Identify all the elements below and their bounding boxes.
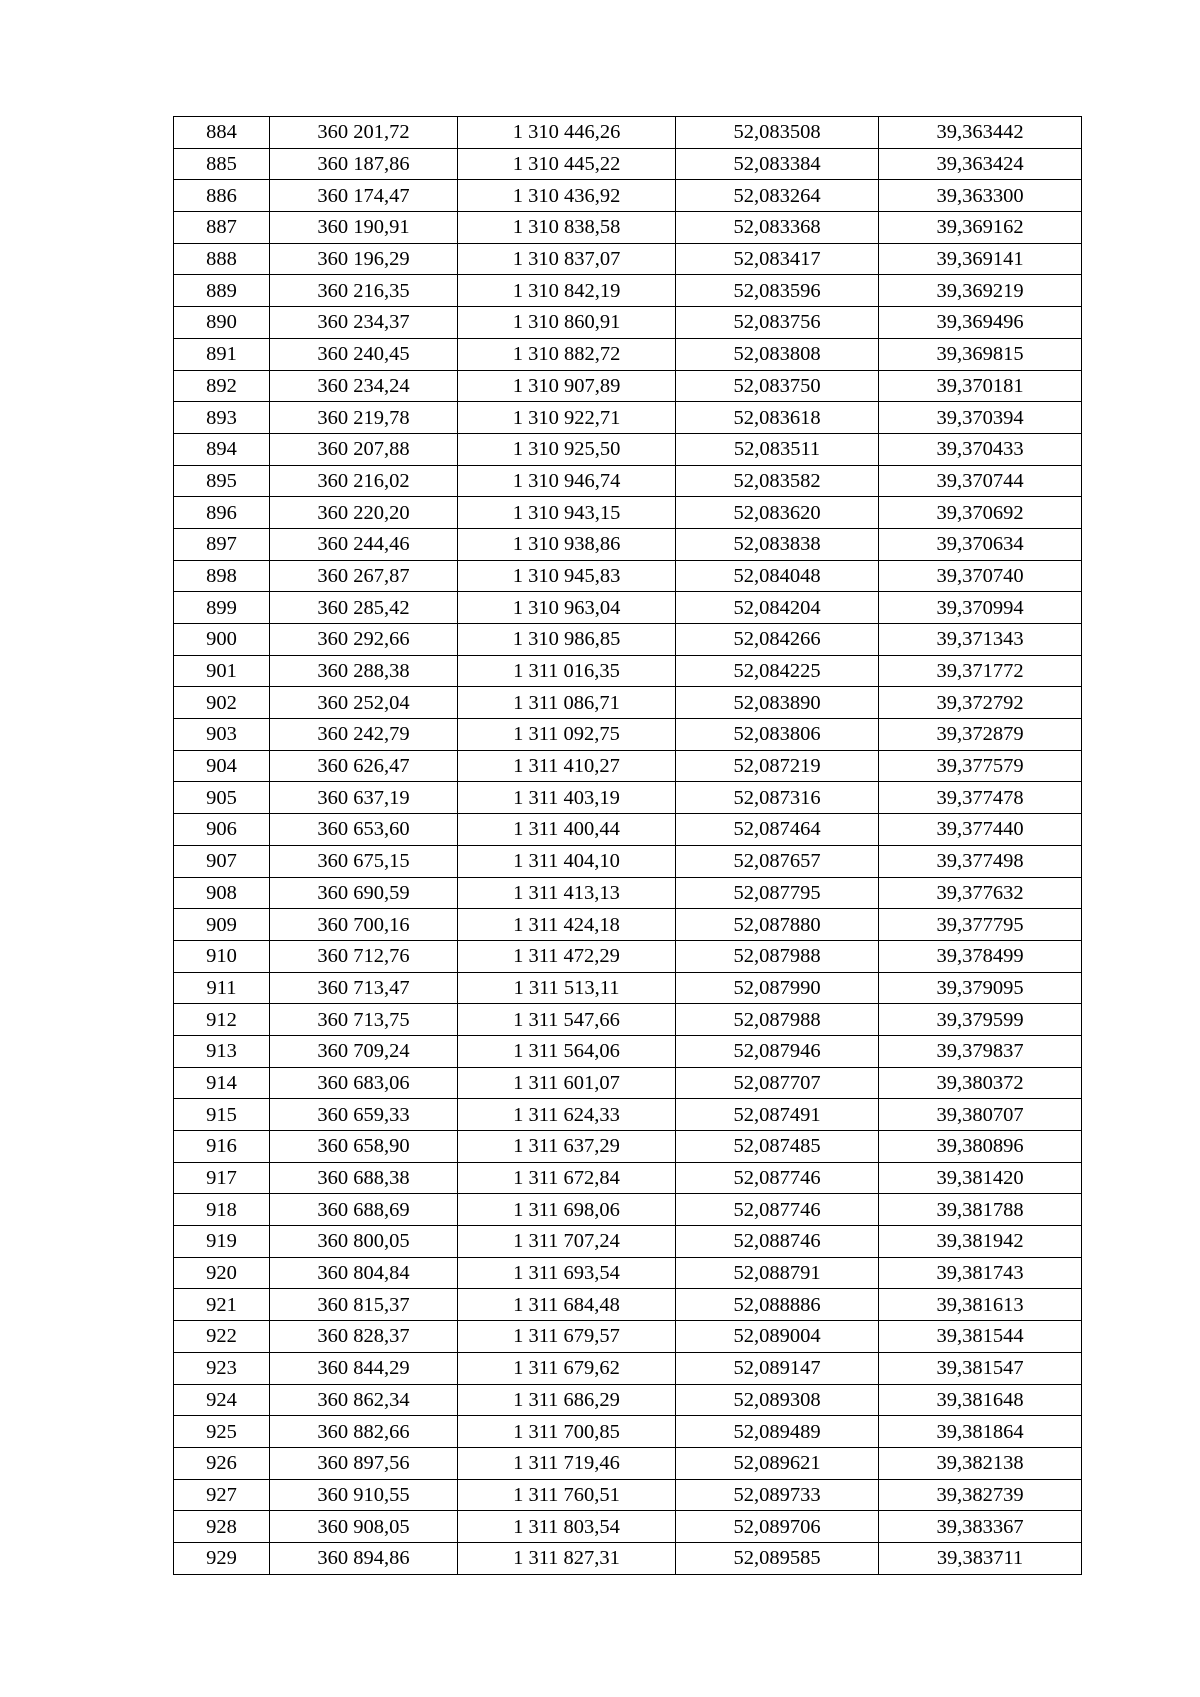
table-row [174,497,1082,529]
table-row [174,275,1082,307]
y-coordinate-cell: 1 311 672,84 [458,1162,676,1194]
longitude-cell: 39,377795 [879,909,1082,941]
longitude-cell: 39,372792 [879,687,1082,719]
point-number-cell: 889 [174,275,270,307]
y-coordinate-cell: 1 311 086,71 [458,687,676,719]
y-coordinate-cell: 1 311 827,31 [458,1542,676,1574]
x-coordinate-cell: 360 828,37 [270,1321,458,1353]
table-row [174,465,1082,497]
x-coordinate-cell: 360 658,90 [270,1131,458,1163]
latitude-cell: 52,087946 [676,1035,879,1067]
point-number-cell: 929 [174,1542,270,1574]
point-number-cell: 899 [174,592,270,624]
y-coordinate-cell: 1 310 945,83 [458,560,676,592]
latitude-cell: 52,083511 [676,433,879,465]
x-coordinate-cell: 360 910,55 [270,1479,458,1511]
longitude-cell: 39,381788 [879,1194,1082,1226]
point-number-cell: 897 [174,528,270,560]
point-number-cell: 904 [174,750,270,782]
y-coordinate-cell: 1 310 986,85 [458,624,676,656]
longitude-cell: 39,377632 [879,877,1082,909]
x-coordinate-cell: 360 713,75 [270,1004,458,1036]
x-coordinate-cell: 360 244,46 [270,528,458,560]
y-coordinate-cell: 1 311 092,75 [458,719,676,751]
y-coordinate-cell: 1 310 842,19 [458,275,676,307]
table-row [174,212,1082,244]
table-row [174,1321,1082,1353]
table-row [174,370,1082,402]
latitude-cell: 52,087988 [676,1004,879,1036]
longitude-cell: 39,363424 [879,148,1082,180]
longitude-cell: 39,379599 [879,1004,1082,1036]
x-coordinate-cell: 360 690,59 [270,877,458,909]
point-number-cell: 906 [174,814,270,846]
point-number-cell: 903 [174,719,270,751]
x-coordinate-cell: 360 844,29 [270,1352,458,1384]
table-row [174,592,1082,624]
y-coordinate-cell: 1 311 700,85 [458,1416,676,1448]
latitude-cell: 52,083620 [676,497,879,529]
y-coordinate-cell: 1 311 693,54 [458,1257,676,1289]
latitude-cell: 52,087464 [676,814,879,846]
x-coordinate-cell: 360 252,04 [270,687,458,719]
y-coordinate-cell: 1 311 760,51 [458,1479,676,1511]
y-coordinate-cell: 1 311 679,62 [458,1352,676,1384]
table-row [174,1511,1082,1543]
latitude-cell: 52,087707 [676,1067,879,1099]
point-number-cell: 908 [174,877,270,909]
table-row [174,1131,1082,1163]
table-row [174,1352,1082,1384]
table-row [174,1035,1082,1067]
y-coordinate-cell: 1 311 547,66 [458,1004,676,1036]
point-number-cell: 909 [174,909,270,941]
longitude-cell: 39,369162 [879,212,1082,244]
y-coordinate-cell: 1 311 601,07 [458,1067,676,1099]
point-number-cell: 927 [174,1479,270,1511]
point-number-cell: 917 [174,1162,270,1194]
x-coordinate-cell: 360 908,05 [270,1511,458,1543]
table-row [174,307,1082,339]
point-number-cell: 901 [174,655,270,687]
point-number-cell: 885 [174,148,270,180]
y-coordinate-cell: 1 310 963,04 [458,592,676,624]
table-row [174,1099,1082,1131]
y-coordinate-cell: 1 311 016,35 [458,655,676,687]
table-row [174,972,1082,1004]
x-coordinate-cell: 360 292,66 [270,624,458,656]
longitude-cell: 39,381648 [879,1384,1082,1416]
longitude-cell: 39,370692 [879,497,1082,529]
y-coordinate-cell: 1 310 907,89 [458,370,676,402]
point-number-cell: 888 [174,243,270,275]
point-number-cell: 890 [174,307,270,339]
latitude-cell: 52,089733 [676,1479,879,1511]
point-number-cell: 920 [174,1257,270,1289]
point-number-cell: 895 [174,465,270,497]
point-number-cell: 896 [174,497,270,529]
longitude-cell: 39,379095 [879,972,1082,1004]
point-number-cell: 892 [174,370,270,402]
longitude-cell: 39,370744 [879,465,1082,497]
latitude-cell: 52,083417 [676,243,879,275]
y-coordinate-cell: 1 311 472,29 [458,940,676,972]
y-coordinate-cell: 1 311 564,06 [458,1035,676,1067]
x-coordinate-cell: 360 201,72 [270,117,458,149]
x-coordinate-cell: 360 285,42 [270,592,458,624]
point-number-cell: 907 [174,845,270,877]
coordinates-table [173,116,1082,1575]
latitude-cell: 52,084048 [676,560,879,592]
table-row [174,1257,1082,1289]
point-number-cell: 887 [174,212,270,244]
longitude-cell: 39,369219 [879,275,1082,307]
longitude-cell: 39,381942 [879,1226,1082,1258]
latitude-cell: 52,083838 [676,528,879,560]
y-coordinate-cell: 1 311 410,27 [458,750,676,782]
latitude-cell: 52,088886 [676,1289,879,1321]
longitude-cell: 39,370994 [879,592,1082,624]
longitude-cell: 39,382138 [879,1447,1082,1479]
latitude-cell: 52,087746 [676,1194,879,1226]
x-coordinate-cell: 360 187,86 [270,148,458,180]
table-row [174,243,1082,275]
y-coordinate-cell: 1 311 637,29 [458,1131,676,1163]
table-row [174,1416,1082,1448]
y-coordinate-cell: 1 311 624,33 [458,1099,676,1131]
latitude-cell: 52,088791 [676,1257,879,1289]
table-row [174,148,1082,180]
latitude-cell: 52,089308 [676,1384,879,1416]
y-coordinate-cell: 1 310 436,92 [458,180,676,212]
table-row [174,1162,1082,1194]
table-row [174,845,1082,877]
x-coordinate-cell: 360 882,66 [270,1416,458,1448]
coordinates-table-body [174,117,1082,1575]
latitude-cell: 52,084266 [676,624,879,656]
latitude-cell: 52,083618 [676,402,879,434]
latitude-cell: 52,083368 [676,212,879,244]
x-coordinate-cell: 360 219,78 [270,402,458,434]
x-coordinate-cell: 360 637,19 [270,782,458,814]
latitude-cell: 52,083582 [676,465,879,497]
latitude-cell: 52,087990 [676,972,879,1004]
longitude-cell: 39,372879 [879,719,1082,751]
point-number-cell: 923 [174,1352,270,1384]
y-coordinate-cell: 1 310 943,15 [458,497,676,529]
x-coordinate-cell: 360 683,06 [270,1067,458,1099]
x-coordinate-cell: 360 800,05 [270,1226,458,1258]
longitude-cell: 39,379837 [879,1035,1082,1067]
latitude-cell: 52,087657 [676,845,879,877]
x-coordinate-cell: 360 240,45 [270,338,458,370]
longitude-cell: 39,377579 [879,750,1082,782]
point-number-cell: 912 [174,1004,270,1036]
latitude-cell: 52,083596 [676,275,879,307]
y-coordinate-cell: 1 311 686,29 [458,1384,676,1416]
table-row [174,528,1082,560]
y-coordinate-cell: 1 310 446,26 [458,117,676,149]
table-row [174,909,1082,941]
y-coordinate-cell: 1 310 925,50 [458,433,676,465]
longitude-cell: 39,383367 [879,1511,1082,1543]
longitude-cell: 39,369141 [879,243,1082,275]
x-coordinate-cell: 360 675,15 [270,845,458,877]
x-coordinate-cell: 360 288,38 [270,655,458,687]
point-number-cell: 925 [174,1416,270,1448]
point-number-cell: 921 [174,1289,270,1321]
longitude-cell: 39,381743 [879,1257,1082,1289]
latitude-cell: 52,089489 [676,1416,879,1448]
x-coordinate-cell: 360 862,34 [270,1384,458,1416]
latitude-cell: 52,087316 [676,782,879,814]
y-coordinate-cell: 1 310 938,86 [458,528,676,560]
latitude-cell: 52,089147 [676,1352,879,1384]
latitude-cell: 52,083750 [676,370,879,402]
x-coordinate-cell: 360 897,56 [270,1447,458,1479]
point-number-cell: 891 [174,338,270,370]
x-coordinate-cell: 360 815,37 [270,1289,458,1321]
point-number-cell: 922 [174,1321,270,1353]
y-coordinate-cell: 1 311 413,13 [458,877,676,909]
y-coordinate-cell: 1 310 445,22 [458,148,676,180]
longitude-cell: 39,371343 [879,624,1082,656]
x-coordinate-cell: 360 688,38 [270,1162,458,1194]
longitude-cell: 39,370433 [879,433,1082,465]
latitude-cell: 52,087746 [676,1162,879,1194]
table-row [174,687,1082,719]
point-number-cell: 911 [174,972,270,1004]
point-number-cell: 902 [174,687,270,719]
longitude-cell: 39,371772 [879,655,1082,687]
x-coordinate-cell: 360 216,35 [270,275,458,307]
longitude-cell: 39,370181 [879,370,1082,402]
x-coordinate-cell: 360 712,76 [270,940,458,972]
table-row [174,338,1082,370]
table-row [174,782,1082,814]
table-row [174,1289,1082,1321]
longitude-cell: 39,363300 [879,180,1082,212]
x-coordinate-cell: 360 196,29 [270,243,458,275]
latitude-cell: 52,089706 [676,1511,879,1543]
point-number-cell: 915 [174,1099,270,1131]
y-coordinate-cell: 1 310 922,71 [458,402,676,434]
latitude-cell: 52,084204 [676,592,879,624]
table-row [174,117,1082,149]
point-number-cell: 886 [174,180,270,212]
point-number-cell: 916 [174,1131,270,1163]
y-coordinate-cell: 1 311 404,10 [458,845,676,877]
x-coordinate-cell: 360 174,47 [270,180,458,212]
latitude-cell: 52,083508 [676,117,879,149]
point-number-cell: 926 [174,1447,270,1479]
point-number-cell: 910 [174,940,270,972]
x-coordinate-cell: 360 894,86 [270,1542,458,1574]
point-number-cell: 893 [174,402,270,434]
x-coordinate-cell: 360 242,79 [270,719,458,751]
x-coordinate-cell: 360 216,02 [270,465,458,497]
longitude-cell: 39,369496 [879,307,1082,339]
longitude-cell: 39,369815 [879,338,1082,370]
longitude-cell: 39,378499 [879,940,1082,972]
x-coordinate-cell: 360 234,24 [270,370,458,402]
latitude-cell: 52,083264 [676,180,879,212]
table-row [174,624,1082,656]
x-coordinate-cell: 360 713,47 [270,972,458,1004]
y-coordinate-cell: 1 311 803,54 [458,1511,676,1543]
point-number-cell: 924 [174,1384,270,1416]
y-coordinate-cell: 1 310 838,58 [458,212,676,244]
point-number-cell: 928 [174,1511,270,1543]
latitude-cell: 52,083806 [676,719,879,751]
point-number-cell: 913 [174,1035,270,1067]
table-row [174,1004,1082,1036]
table-row [174,655,1082,687]
latitude-cell: 52,083756 [676,307,879,339]
table-row [174,1384,1082,1416]
x-coordinate-cell: 360 220,20 [270,497,458,529]
x-coordinate-cell: 360 626,47 [270,750,458,782]
longitude-cell: 39,381420 [879,1162,1082,1194]
latitude-cell: 52,087880 [676,909,879,941]
point-number-cell: 898 [174,560,270,592]
y-coordinate-cell: 1 311 679,57 [458,1321,676,1353]
table-row [174,1226,1082,1258]
point-number-cell: 900 [174,624,270,656]
x-coordinate-cell: 360 653,60 [270,814,458,846]
table-row [174,433,1082,465]
latitude-cell: 52,088746 [676,1226,879,1258]
longitude-cell: 39,380372 [879,1067,1082,1099]
table-row [174,560,1082,592]
table-row [174,1067,1082,1099]
table-row [174,750,1082,782]
latitude-cell: 52,083808 [676,338,879,370]
longitude-cell: 39,381613 [879,1289,1082,1321]
longitude-cell: 39,377440 [879,814,1082,846]
longitude-cell: 39,381544 [879,1321,1082,1353]
table-row [174,1194,1082,1226]
point-number-cell: 919 [174,1226,270,1258]
y-coordinate-cell: 1 311 403,19 [458,782,676,814]
y-coordinate-cell: 1 311 513,11 [458,972,676,1004]
y-coordinate-cell: 1 311 684,48 [458,1289,676,1321]
longitude-cell: 39,377498 [879,845,1082,877]
longitude-cell: 39,370394 [879,402,1082,434]
y-coordinate-cell: 1 310 837,07 [458,243,676,275]
longitude-cell: 39,363442 [879,117,1082,149]
point-number-cell: 914 [174,1067,270,1099]
longitude-cell: 39,370634 [879,528,1082,560]
table-row [174,814,1082,846]
table-row [174,1542,1082,1574]
table-row [174,1479,1082,1511]
longitude-cell: 39,380707 [879,1099,1082,1131]
x-coordinate-cell: 360 659,33 [270,1099,458,1131]
latitude-cell: 52,089004 [676,1321,879,1353]
longitude-cell: 39,377478 [879,782,1082,814]
latitude-cell: 52,087795 [676,877,879,909]
latitude-cell: 52,089621 [676,1447,879,1479]
x-coordinate-cell: 360 207,88 [270,433,458,465]
point-number-cell: 894 [174,433,270,465]
latitude-cell: 52,083384 [676,148,879,180]
latitude-cell: 52,087485 [676,1131,879,1163]
latitude-cell: 52,087219 [676,750,879,782]
latitude-cell: 52,084225 [676,655,879,687]
x-coordinate-cell: 360 190,91 [270,212,458,244]
latitude-cell: 52,083890 [676,687,879,719]
y-coordinate-cell: 1 310 860,91 [458,307,676,339]
latitude-cell: 52,089585 [676,1542,879,1574]
point-number-cell: 918 [174,1194,270,1226]
y-coordinate-cell: 1 310 882,72 [458,338,676,370]
latitude-cell: 52,087988 [676,940,879,972]
y-coordinate-cell: 1 311 707,24 [458,1226,676,1258]
x-coordinate-cell: 360 709,24 [270,1035,458,1067]
longitude-cell: 39,380896 [879,1131,1082,1163]
x-coordinate-cell: 360 267,87 [270,560,458,592]
point-number-cell: 905 [174,782,270,814]
table-row [174,719,1082,751]
longitude-cell: 39,381547 [879,1352,1082,1384]
y-coordinate-cell: 1 311 424,18 [458,909,676,941]
x-coordinate-cell: 360 688,69 [270,1194,458,1226]
y-coordinate-cell: 1 310 946,74 [458,465,676,497]
table-row [174,402,1082,434]
table-row [174,877,1082,909]
longitude-cell: 39,383711 [879,1542,1082,1574]
y-coordinate-cell: 1 311 698,06 [458,1194,676,1226]
longitude-cell: 39,382739 [879,1479,1082,1511]
table-row [174,180,1082,212]
x-coordinate-cell: 360 234,37 [270,307,458,339]
table-row [174,940,1082,972]
y-coordinate-cell: 1 311 400,44 [458,814,676,846]
longitude-cell: 39,370740 [879,560,1082,592]
table-row [174,1447,1082,1479]
longitude-cell: 39,381864 [879,1416,1082,1448]
point-number-cell: 884 [174,117,270,149]
latitude-cell: 52,087491 [676,1099,879,1131]
y-coordinate-cell: 1 311 719,46 [458,1447,676,1479]
x-coordinate-cell: 360 700,16 [270,909,458,941]
x-coordinate-cell: 360 804,84 [270,1257,458,1289]
